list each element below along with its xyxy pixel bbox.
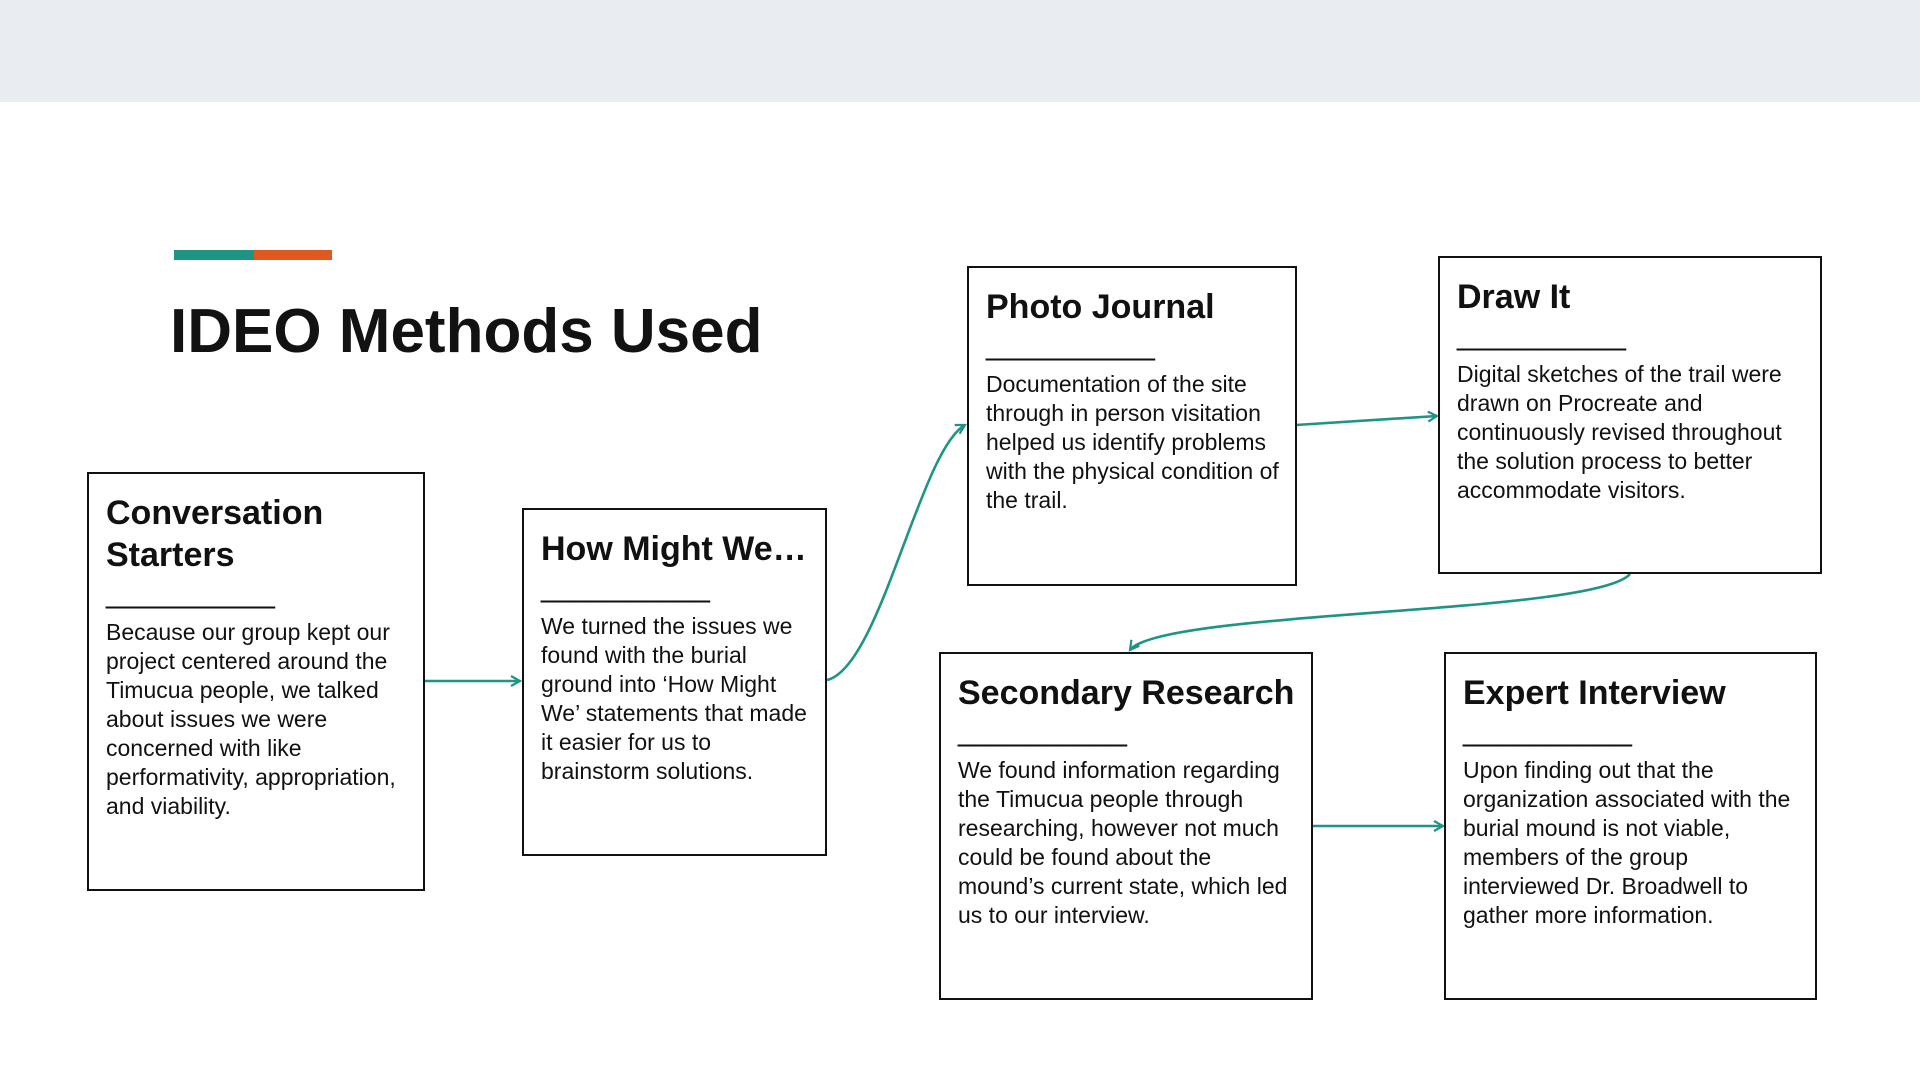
method-description: Documentation of the site through in person visitation helped us identify problems with the physical condition of the trail. — [986, 371, 1279, 513]
method-box-how-might-we — [522, 508, 827, 856]
arrow-hmw-to-photo-journal — [827, 425, 965, 680]
method-description: Because our group kept our project centered around the Timucua people, we talked about issues we were concerned with like performativity, appropriation, and viability. — [106, 619, 396, 819]
page-title: IDEO Methods Used — [170, 297, 763, 366]
title-divider: __________ — [986, 325, 1154, 361]
method-description: Upon finding out that the organization associated with the burial mound is not viable, members of the group interviewed Dr. Broadwell to gather more information. — [1463, 757, 1791, 928]
method-box-draw-it — [1438, 256, 1822, 574]
arrow-photo-journal-to-draw-it — [1296, 416, 1437, 425]
method-title: How Might We… — [541, 530, 807, 568]
method-box-secondary-research — [939, 652, 1313, 1000]
method-title: Photo Journal — [986, 288, 1215, 326]
method-title: Conversation Starters — [106, 494, 324, 574]
method-description: We found information regarding the Timucua people through researching, however not much could be found about the mound’s current state, which led us to our interview. — [958, 757, 1288, 928]
title-divider: __________ — [958, 711, 1126, 747]
title-divider: __________ — [1463, 711, 1631, 747]
title-divider: __________ — [106, 573, 274, 609]
method-title: Secondary Research — [958, 674, 1295, 712]
method-description: Digital sketches of the trail were drawn on Procreate and continuously revised throughout the solution process to better accommodate visitors. — [1457, 361, 1782, 503]
method-description: We turned the issues we found with the burial ground into ‘How Might We’ statements that made it easier for us to brainstorm solutions. — [541, 613, 807, 784]
method-title: Expert Interview — [1463, 674, 1726, 712]
method-title: Draw It — [1457, 278, 1571, 316]
title-divider: __________ — [541, 567, 709, 603]
title-divider: __________ — [1457, 315, 1625, 351]
method-box-expert-interview — [1444, 652, 1817, 1000]
method-box-conversation-starters — [87, 472, 425, 891]
method-box-photo-journal — [967, 266, 1297, 586]
